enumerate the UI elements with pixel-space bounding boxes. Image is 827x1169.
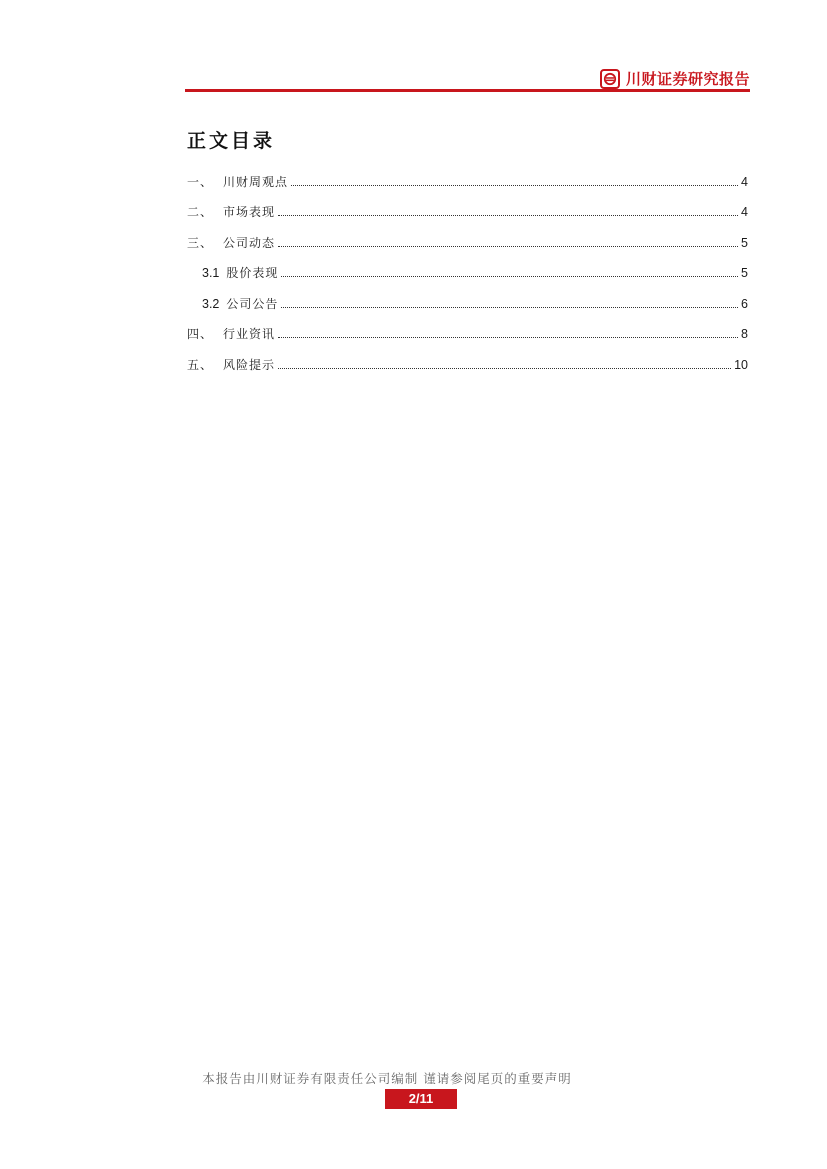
toc-entry-page: 5 <box>741 266 748 280</box>
toc-entry-label: 市场表现 <box>223 205 276 219</box>
toc-subentry[interactable] <box>187 282 748 313</box>
toc-entry-label: 川财周观点 <box>223 174 289 189</box>
toc-entry-label: 行业资讯 <box>223 327 276 341</box>
toc-entry-number: 3.2 <box>202 296 220 311</box>
toc-entry-number: 一、 <box>187 174 214 189</box>
toc-dot-leader <box>278 336 738 338</box>
header-divider <box>185 89 750 92</box>
toc-title: 正文目录 <box>187 130 276 152</box>
toc-subentry[interactable] <box>187 252 748 283</box>
toc-entry-number: 3.1 <box>202 266 220 280</box>
toc-dot-leader <box>281 275 738 277</box>
toc-dot-leader <box>278 214 738 216</box>
toc-entry[interactable] <box>187 343 748 374</box>
toc-entry-label: 股价表现 <box>226 266 279 280</box>
toc-entry[interactable] <box>187 160 748 191</box>
table-of-contents <box>187 160 748 374</box>
toc-entry-number: 四、 <box>187 327 214 341</box>
toc-entry[interactable] <box>187 221 748 252</box>
toc-entry-page: 5 <box>741 235 748 250</box>
toc-entry-page: 4 <box>741 205 748 219</box>
toc-entry-page: 6 <box>741 296 748 311</box>
toc-entry-label: 风险提示 <box>223 357 276 372</box>
footer-disclaimer: 本报告由川财证券有限责任公司编制 谨请参阅尾页的重要声明 <box>202 1071 572 1086</box>
toc-entry-number: 二、 <box>187 205 214 219</box>
brand <box>600 68 750 89</box>
toc-entry[interactable] <box>187 191 748 222</box>
toc-dot-leader <box>278 245 738 247</box>
page-header <box>185 62 750 92</box>
toc-entry-page: 8 <box>741 327 748 341</box>
page-number-badge: 2/11 <box>385 1089 457 1109</box>
toc-entry-number: 三、 <box>187 235 214 250</box>
toc-entry-label: 公司公告 <box>226 296 279 311</box>
toc-entry-label: 公司动态 <box>223 235 276 250</box>
toc-dot-leader <box>281 306 738 308</box>
brand-title: 川财证券研究报告 <box>625 70 750 88</box>
toc-entry[interactable] <box>187 313 748 344</box>
toc-entry-page: 4 <box>741 174 748 189</box>
chuancai-logo-icon <box>600 69 620 89</box>
toc-entry-page: 10 <box>734 357 748 372</box>
toc-dot-leader <box>291 184 738 186</box>
toc-entry-number: 五、 <box>187 357 214 372</box>
toc-dot-leader <box>278 367 731 369</box>
